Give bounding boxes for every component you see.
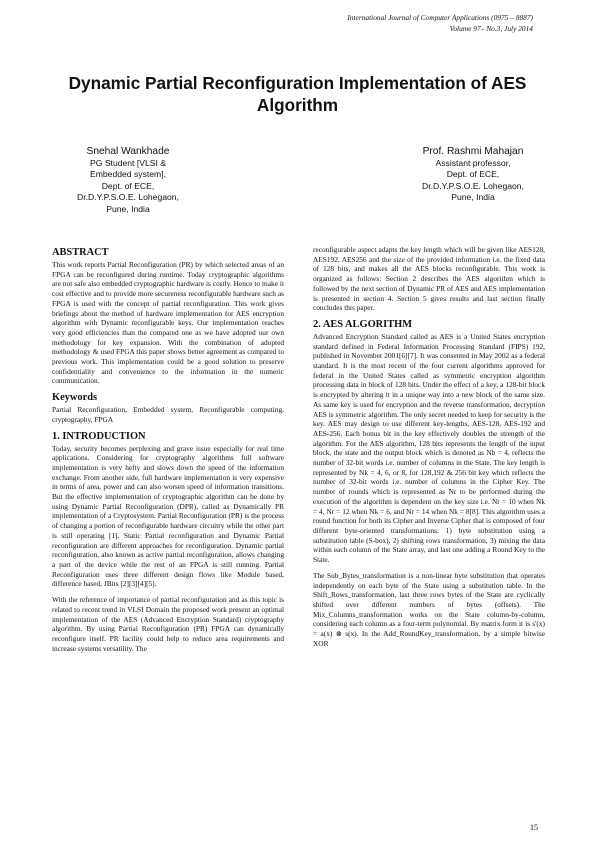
author-block-2 [398, 145, 548, 204]
aes-paragraph: The Sub_Bytes_transformation is a non-linear byte substitution that operates independently on each byte of the State using a substitution table. In the Shift_Rows_transformation, last three rows bytes of the State are cyclically shifted over different numbers of bytes (offsets). The Mix_Columns_transformation works on the State column-by-column, considering each column as a four-term polynomial. By matrix form it is s'(x) = a(x) ⊗ s(x). In the Add_RoundKey_transformation, by a simple bitwise XOR [313, 570, 545, 648]
author-affiliation-line: Pune, India [451, 192, 495, 203]
journal-name: International Journal of Computer Applications (0975 – 8887) [347, 13, 533, 22]
author-name: Snehal Wankhade [86, 146, 170, 157]
introduction-paragraph: With the reference of importance of partial reconfiguration and as this topic is related to recent trend in VLSI Domain the proposed work present an optimal implementation of the AES (Advanced Encryption Standard) cryptography algorithm. By using Partial Reconfiguration (PR) FPGA can dynamically reconfigure itself. PR facility could help to reduce area requirements and increase systems versatility. The [52, 595, 284, 653]
author-affiliation-line: Dept. of ECE, [101, 180, 155, 191]
keywords-heading: Keywords [52, 392, 98, 404]
left-column [52, 245, 284, 659]
paper-title: Dynamic Partial Reconfiguration Implementation of AES Algorithm [68, 73, 527, 115]
page-number: 15 [530, 823, 538, 832]
abstract-text: This work reports Partial Reconfiguration (PR) by which selected areas of an FPGA can be reconfigured during runtime. Today cryptographic algorithms are not safe also embedded cryptographic hardware is costly. Hence to make it cost effective and to provide more secureness reconfigurable hardware such as FPGA is used with the concept of partial reconfiguration. This work gives briefings about the method of hardware implementation for AES encryption algorithm with Dynamic reconfigurable keys. Our implementation reaches very good efficiencies than the compared one as we have adopted our own methodology for key expansion. With the combination of adopted methodology & used FPGA this paper shows better agreement as compared to previous work. This implementation could be a good solution to preserve confidentiality and convenience to the information in the numeric communication. [52, 260, 284, 386]
abstract-heading: ABSTRACT [52, 247, 109, 258]
author-name: Prof. Rashmi Mahajan [422, 146, 524, 157]
introduction-heading: 1. INTRODUCTION [52, 430, 146, 442]
introduction-continuation: reconfigurable aspect adapts the key length which will be given like AES128, AES192, AES256 and the size of the provided information i.e. the fixed data of 128 bits, and makes all the AES blocks reconfigurable. This work is organized as follows: Section 2 describes the AES algorithm which is followed by the next section of Dynamic PR of AES and AES implementation is presented in section 4. Section 5 gives results and last section finally concludes this paper. [313, 245, 545, 313]
author-affiliation-line: Embedded system], [90, 169, 166, 180]
keywords-text: Partial Reconfiguration, Embedded system, Reconfigurable computing, cryptography, FPGA [52, 405, 284, 424]
author-affiliation-line: Pune, India [106, 203, 150, 214]
introduction-paragraph: Today, security becomes perplexing and grave issue especially for real time applications. Considering for cryptography algorithms full software implementation is very hefty and slows down the speed of the information exchange. From another side, full hardware implementation is very expensive in terms of area, power and can also worsen speed of information transitions. But the effective implementation of cryptographic algorithm can be done by using Dynamic Partial Reconfiguration (DPR), called as Dynamically PR implementation of a Cryptosystem. Partial Reconfiguration (PR) is the process of changing a portion of reconfigurable hardware circuitry while the other part is still operating [1]. Static Partial reconfiguration and Dynamic Partial reconfiguration are different approaches for reconfiguration. Dynamic partial reconfiguration, also known as active partial reconfiguration, allows changing a part of the device while the rest of an FPGA is still running. Partial Reconfiguration uses three different design flows like Module based, difference based, JBits [2][3][4][5]. [52, 443, 284, 589]
author-block-1 [58, 145, 198, 215]
right-column [313, 245, 545, 654]
author-affiliation-line: Assistant professor, [435, 158, 511, 168]
journal-volume: Volume 97– No.3, July 2014 [449, 23, 533, 33]
author-affiliation-line: PG Student [VLSI & [90, 158, 166, 168]
author-affiliation-line: Dr.D.Y.P.S.O.E. Lohegaon, [422, 180, 524, 191]
aes-heading: 2. AES ALGORITHM [313, 318, 413, 330]
aes-paragraph: Advanced Encryption Standard called as AES is a United States encryption standard defined in Federal Information Processing Standard (FIPS) 192, published in November 2001[6][7]. It was consented in May 2002 as a federal standard. It is the most recent of the four current algorithms approved for federal in the United States called as symmetric encryption algorithm processing data in block of 128 bits. Under the effect of a key, a 128-bit block is encrypted by altering it in a unique way into a new block of the same size. As same key is used for encryption and the reverse transformation, decryption AES is symmetric algorithm. The only secret needed to keep for security is the key. AES may design to use different key-lengths, AES-128, AES-192 and AES-256. Each bonus bit in the key effectively doubles the strength of the algorithm. For the AES algorithm, 128 bits represents the length of the input block, the state and the output block which is denoted as Nb = 4, reflects the number of 32-bit words i.e. number of columns in the State. The key length is represented by Nk = 4, 6, or 8, for 128,192 & 256 bit key which reflects the number of 32-bit words i.e. number of columns in the Cipher Key. The number of rounds which is represented as Nr to be performed during the execution of the algorithm is dependent on the key size i.e. Nr = 10 when Nk = 4, Nr = 12 when Nk = 6, and Nr = 14 when Nk = 8[8]. This algorithm uses a round function for both its Cipher and Inverse Cipher that is composed of four different byte-oriented transformations: 1) byte substitution using a substitution table (S-box), 2) shifting rows transformation, 3) mixing the data within each column of the State array, and last one adding a Round Key to the State. [313, 331, 545, 565]
author-affiliation-line: Dept. of ECE, [446, 169, 500, 180]
author-affiliation-line: Dr.D.Y.P.S.O.E. Lohegaon, [77, 192, 179, 203]
journal-header [347, 13, 533, 34]
